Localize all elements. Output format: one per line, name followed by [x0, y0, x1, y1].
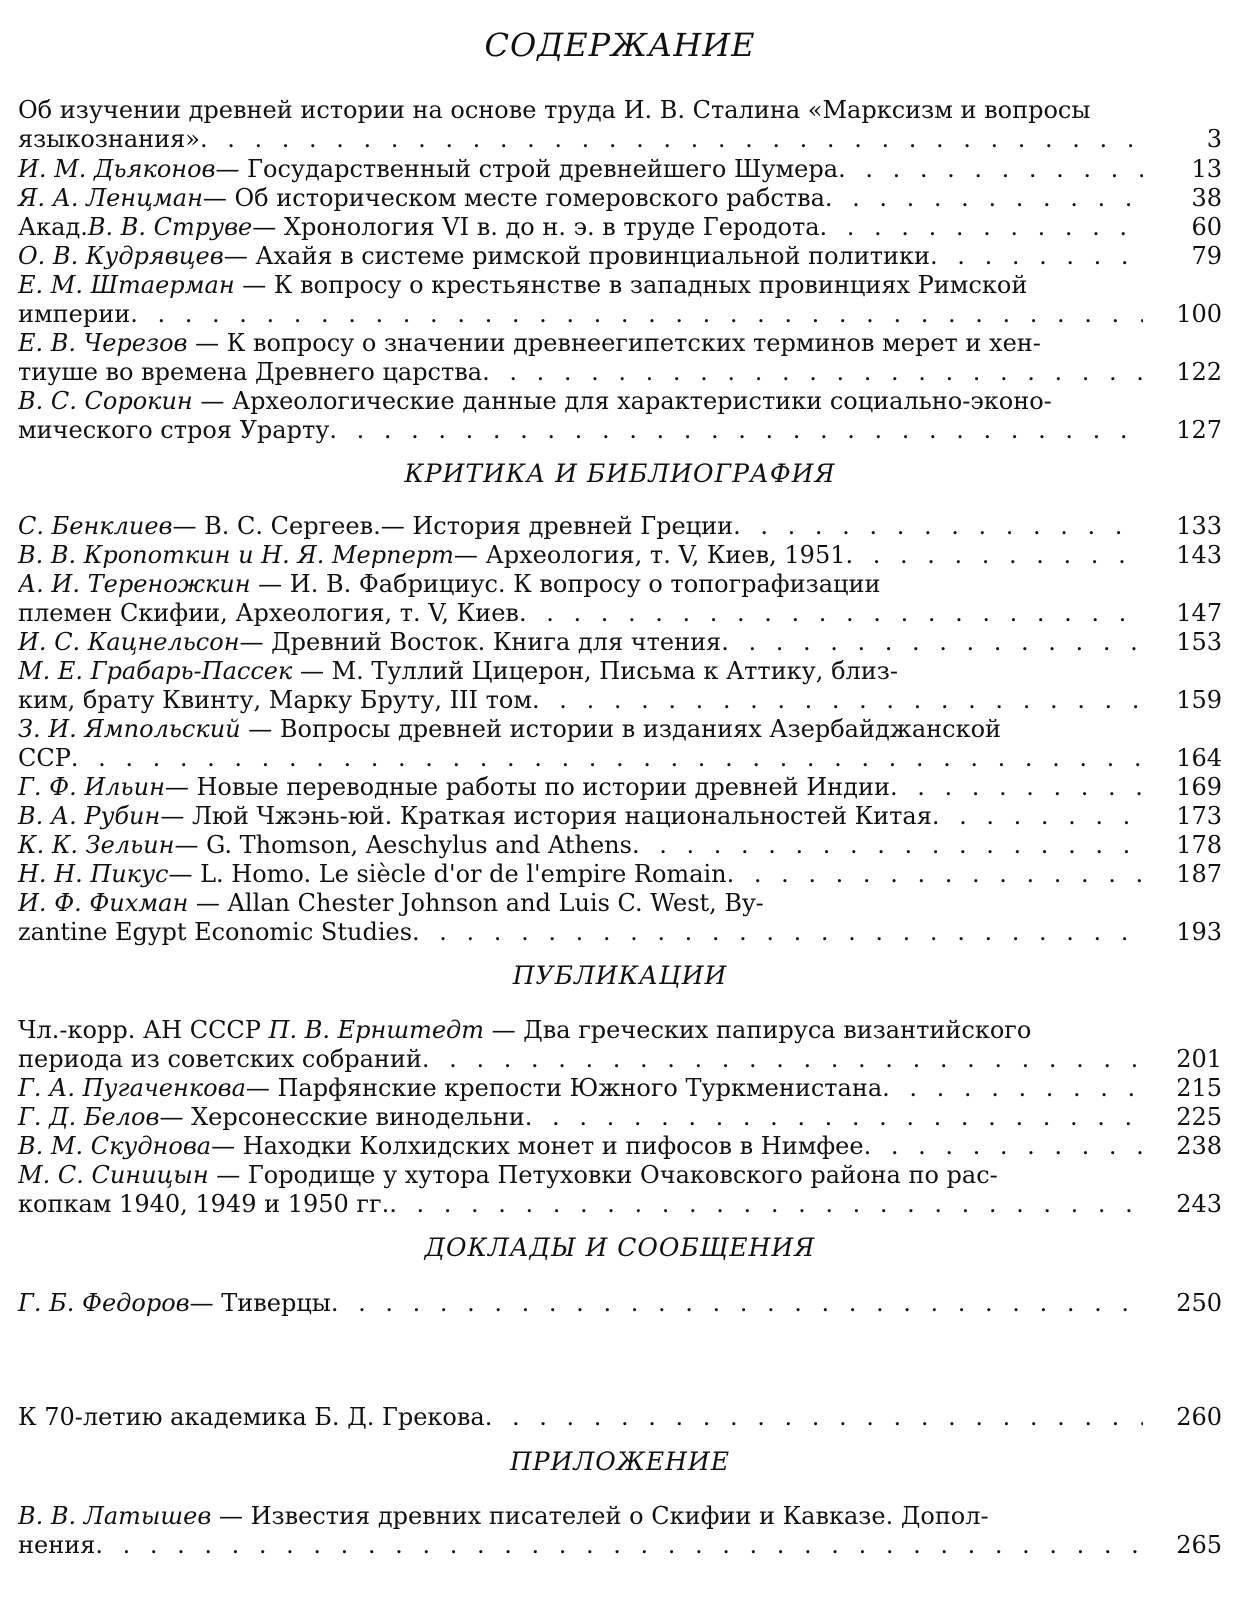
- toc-entry[interactable]: [18, 1074, 1143, 1103]
- toc-entry[interactable]: [18, 512, 1143, 541]
- entry-title-continued: тиуше во времена Древнего царства: [18, 358, 483, 386]
- toc-entry[interactable]: [18, 773, 1143, 802]
- entry-author: В. А. Рубин: [18, 802, 161, 830]
- entry-title: — Известия древних писателей о Скифии и Кавказе. Допол-: [211, 1502, 989, 1530]
- toc-entry[interactable]: [18, 387, 1143, 445]
- toc-entry[interactable]: [18, 271, 1143, 329]
- toc-entry[interactable]: [18, 657, 1143, 715]
- entry-page-number: 147: [1176, 599, 1222, 627]
- entry-title-continued: нения: [18, 1531, 96, 1559]
- leader-dots: [331, 1289, 1143, 1318]
- entry-title: — Государственный строй древнейшего Шумера: [215, 155, 839, 183]
- entry-title-continued: племен Скифии, Археология, т. V, Киев: [18, 599, 519, 627]
- entry-author: Е. В. Черезов: [18, 329, 188, 357]
- entry-page-number: 38: [1191, 184, 1222, 212]
- entry-title: — Вопросы древней истории в изданиях Азербайджанской: [240, 715, 1002, 743]
- entry-title: — Хронология VI в. до н. э. в труде Геродота: [252, 213, 820, 241]
- leader-dots: [200, 125, 1143, 154]
- toc-entry[interactable]: [18, 628, 1143, 657]
- leader-dots: [632, 831, 1143, 860]
- entry-title: — Об историческом месте гомеровского рабства: [202, 184, 825, 212]
- leader-dots: [890, 773, 1143, 802]
- entry-prefix: Чл.-корр. АН СССР: [18, 1016, 269, 1044]
- entry-page-number: 215: [1176, 1074, 1222, 1102]
- toc-entry[interactable]: [18, 889, 1143, 947]
- entry-title: — Херсонесские винодельни: [159, 1103, 525, 1131]
- leader-dots: [733, 512, 1143, 541]
- toc-entry[interactable]: [18, 860, 1143, 889]
- toc-entry[interactable]: [18, 1289, 1143, 1318]
- entry-title-continued: копкам 1940, 1949 и 1950 гг.: [18, 1190, 390, 1218]
- toc-entry[interactable]: [18, 715, 1143, 773]
- entry-title: — К вопросу о значении древнеегипетских терминов мерет и хен-: [187, 329, 1041, 357]
- entry-author: Г. Ф. Ильин: [18, 773, 165, 801]
- entry-page-number: 100: [1176, 300, 1222, 328]
- leader-dots: [519, 599, 1143, 628]
- toc-entry[interactable]: [18, 213, 1143, 242]
- entry-author: В. С. Сорокин: [18, 387, 193, 415]
- leader-dots: [532, 686, 1143, 715]
- leader-dots: [422, 1045, 1143, 1074]
- section-heading-critique: КРИТИКА И БИБЛИОГРАФИЯ: [404, 459, 836, 488]
- entry-author: А. И. Тереножкин: [18, 570, 251, 598]
- entry-page-number: 60: [1191, 213, 1222, 241]
- entry-prefix: Акад.: [18, 213, 88, 241]
- entry-author: М. С. Синицын: [18, 1161, 209, 1189]
- leader-dots: [845, 541, 1143, 570]
- entry-author: И. М. Дьяконов: [18, 155, 216, 183]
- entry-page-number: 153: [1176, 628, 1222, 656]
- leader-dots: [820, 213, 1143, 242]
- entry-title: — Городище у хутора Петуховки Очаковского района по рас-: [208, 1161, 998, 1189]
- toc-entry[interactable]: [18, 96, 1143, 154]
- toc-entry[interactable]: [18, 1016, 1143, 1074]
- entry-page-number: 3: [1206, 125, 1222, 153]
- toc-entry[interactable]: [18, 1403, 1143, 1432]
- toc-entry[interactable]: [18, 541, 1143, 570]
- entry-page-number: 127: [1176, 416, 1222, 444]
- entry-page-number: 193: [1176, 918, 1222, 946]
- entry-title: — Два греческих папируса византийского: [484, 1016, 1032, 1044]
- entry-author: Я. А. Ленцман: [18, 184, 203, 212]
- entry-title: — Тиверцы: [189, 1289, 331, 1317]
- leader-dots: [71, 744, 1143, 773]
- entry-title-continued: периода из советских собраний: [18, 1045, 422, 1073]
- entry-page-number: 133: [1176, 512, 1222, 540]
- entry-title: — G. Thomson, Aeschylus and Athens: [174, 831, 632, 859]
- toc-entry[interactable]: [18, 1502, 1143, 1560]
- entry-title: — Ахайя в системе римской провинциальной политики: [223, 242, 931, 270]
- entry-author: В. В. Латышев: [18, 1502, 212, 1530]
- toc-entry[interactable]: [18, 155, 1143, 184]
- entry-title-continued: ким, брату Квинту, Марку Бруту, III том: [18, 686, 533, 714]
- entry-page-number: 187: [1176, 860, 1222, 888]
- leader-dots: [389, 1190, 1143, 1219]
- entry-page-number: 178: [1176, 831, 1222, 859]
- entry-title-continued: мического строя Урарту: [18, 416, 330, 444]
- entry-author: С. Бенклиев: [18, 512, 173, 540]
- leader-dots: [932, 802, 1143, 831]
- leader-dots: [882, 1074, 1143, 1103]
- entry-author: К. К. Зельин: [18, 831, 175, 859]
- entry-page-number: 159: [1176, 686, 1222, 714]
- leader-dots: [412, 918, 1143, 947]
- leader-dots: [95, 1531, 1143, 1560]
- leader-dots: [130, 300, 1143, 329]
- entry-page-number: 225: [1176, 1103, 1222, 1131]
- entry-page-number: 243: [1176, 1190, 1222, 1218]
- section-heading-reports: ДОКЛАДЫ И СООБЩЕНИЯ: [424, 1233, 816, 1262]
- leader-dots: [482, 358, 1143, 387]
- entry-page-number: 79: [1191, 242, 1222, 270]
- section-heading-appendix: ПРИЛОЖЕНИЕ: [510, 1447, 730, 1476]
- entry-author: В. М. Скуднова: [18, 1132, 212, 1160]
- leader-dots: [485, 1403, 1143, 1432]
- entry-author: Г. Д. Белов: [18, 1103, 160, 1131]
- toc-entry[interactable]: [18, 1132, 1143, 1161]
- entry-page-number: 265: [1176, 1531, 1222, 1559]
- entry-title: — В. С. Сергеев.— История древней Греции: [172, 512, 734, 540]
- entry-page-number: 250: [1176, 1289, 1222, 1317]
- entry-title: — Археологические данные для характеристики социально-эконо-: [192, 387, 1052, 415]
- entry-page-number: 201: [1176, 1045, 1222, 1073]
- entry-author: Г. А. Пугаченкова: [18, 1074, 246, 1102]
- entry-author: Е. М. Штаерман: [18, 271, 235, 299]
- entry-page-number: 122: [1176, 358, 1222, 386]
- entry-title-continued: zantine Egypt Economic Studies: [18, 918, 413, 946]
- entry-title-continued: языкознания»: [18, 125, 200, 153]
- toc-entry[interactable]: [18, 570, 1143, 628]
- leader-dots: [525, 1103, 1143, 1132]
- entry-title: — Allan Chester Johnson and Luis C. West, By-: [188, 889, 764, 917]
- entry-title-continued: империи: [18, 300, 131, 328]
- entry-title: — L. Homo. Le siècle d'or de l'empire Romain: [168, 860, 727, 888]
- leader-dots: [329, 416, 1143, 445]
- toc-entry[interactable]: [18, 242, 1143, 271]
- entry-page-number: 260: [1176, 1403, 1222, 1431]
- entry-author: Г. Б. Федоров: [18, 1289, 190, 1317]
- section-heading-publications: ПУБЛИКАЦИИ: [512, 961, 728, 990]
- entry-author: И. С. Кацнельсон: [18, 628, 240, 656]
- toc-entry[interactable]: [18, 1103, 1143, 1132]
- entry-title: — К вопросу о крестьянстве в западных провинциях Римской: [234, 271, 1028, 299]
- entry-author: В. В. Струве: [87, 213, 253, 241]
- entry-page-number: 13: [1191, 155, 1222, 183]
- toc-entry[interactable]: [18, 1161, 1143, 1219]
- entry-author: М. Е. Грабарь-Пассек: [18, 657, 293, 685]
- entry-title: — Парфянские крепости Южного Туркменистана: [245, 1074, 883, 1102]
- entry-author: З. И. Ямпольский: [18, 715, 241, 743]
- page-title: СОДЕРЖАНИЕ: [484, 26, 756, 64]
- entry-author: В. В. Кропоткин и Н. Я. Мерперт: [18, 541, 454, 569]
- toc-entry[interactable]: [18, 184, 1143, 213]
- entry-title: — Находки Колхидских монет и пифосов в Нимфее: [211, 1132, 864, 1160]
- entry-title: Об изучении древней истории на основе труда И. В. Сталина «Марксизм и вопросы: [18, 96, 1091, 124]
- entry-page-number: 143: [1176, 541, 1222, 569]
- entry-author: О. В. Кудрявцев: [18, 242, 224, 270]
- entry-title: — Новые переводные работы по истории древней Индии: [164, 773, 890, 801]
- entry-author: И. Ф. Фихман: [18, 889, 189, 917]
- leader-dots: [727, 860, 1143, 889]
- leader-dots: [825, 184, 1143, 213]
- leader-dots: [930, 242, 1143, 271]
- entry-page-number: 169: [1176, 773, 1222, 801]
- entry-title: — Археология, т. V, Киев, 1951: [453, 541, 846, 569]
- leader-dots: [838, 155, 1143, 184]
- entry-page-number: 238: [1176, 1132, 1222, 1160]
- toc-entry[interactable]: [18, 329, 1143, 387]
- toc-entry[interactable]: [18, 802, 1143, 831]
- entry-page-number: 173: [1176, 802, 1222, 830]
- entry-title: — И. В. Фабрициус. К вопросу о топографизации: [250, 570, 881, 598]
- toc-entry[interactable]: [18, 831, 1143, 860]
- leader-dots: [721, 628, 1143, 657]
- entry-title: — Люй Чжэнь-юй. Краткая история национальностей Китая: [160, 802, 932, 830]
- entry-title: — Древний Восток. Книга для чтения: [239, 628, 722, 656]
- entry-title-continued: ССР: [18, 744, 71, 772]
- entry-title: — М. Туллий Цицерон, Письма к Аттику, близ-: [292, 657, 898, 685]
- entry-title: К 70-летию академика Б. Д. Грекова: [18, 1403, 485, 1431]
- entry-author: Н. Н. Пикус: [18, 860, 169, 888]
- entry-page-number: 164: [1176, 744, 1222, 772]
- entry-author: П. В. Ернштедт: [268, 1016, 485, 1044]
- leader-dots: [864, 1132, 1143, 1161]
